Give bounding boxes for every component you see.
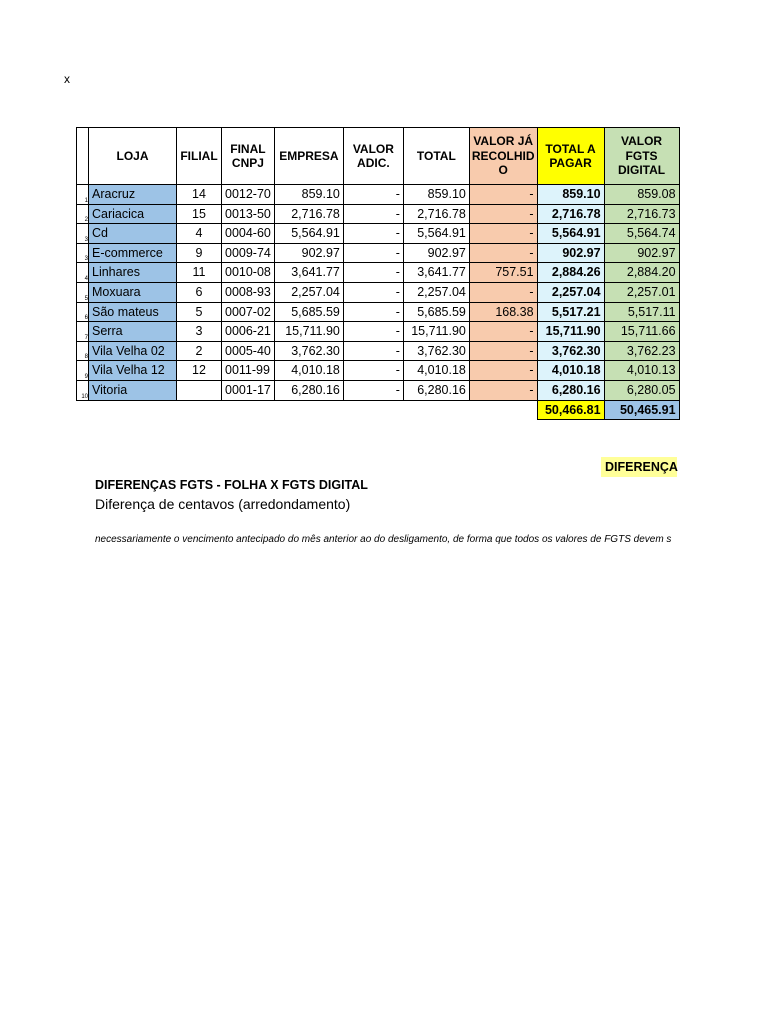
cell-filial[interactable]: 4 [177,224,222,244]
cell-empresa[interactable]: 15,711.90 [274,322,343,342]
header-valor-ja-recolhido: VALOR JÁ RECOLHID O [469,128,537,185]
header-loja: LOJA [89,128,177,185]
cell-total[interactable]: 15,711.90 [403,322,469,342]
cell-loja[interactable]: Serra [89,322,177,342]
table-row [77,204,680,224]
row-index: 5 [77,282,89,302]
cell-empresa[interactable]: 3,762.30 [274,341,343,361]
cell-empresa[interactable]: 3,641.77 [274,263,343,283]
table-row [77,322,680,342]
legal-note [95,529,678,557]
cell-valor-fgts-digital[interactable]: 859.08 [604,185,679,205]
cell-total-a-pagar[interactable]: 15,711.90 [537,322,604,342]
cell-final-cnpj[interactable]: 0013-50 [222,204,275,224]
cell-valor-adic[interactable]: - [343,302,403,322]
cell-valor-fgts-digital[interactable]: 2,716.73 [604,204,679,224]
cell-loja[interactable]: Cariacica [89,204,177,224]
header-valor-fgts-digital: VALOR FGTS DIGITAL [604,128,679,185]
cell-valor-adic[interactable]: - [343,204,403,224]
cell-valor-ja-recolhido[interactable]: - [469,322,537,342]
cell-loja[interactable]: São mateus [89,302,177,322]
cell-final-cnpj[interactable]: 0005-40 [222,341,275,361]
cell-total-a-pagar[interactable]: 3,762.30 [537,341,604,361]
cell-filial[interactable]: 15 [177,204,222,224]
cell-total[interactable]: 5,685.59 [403,302,469,322]
cell-valor-fgts-digital[interactable]: 5,517.11 [604,302,679,322]
cell-total[interactable]: 3,762.30 [403,341,469,361]
header-final-cnpj: FINAL CNPJ [222,128,275,185]
cell-total-a-pagar[interactable]: 5,517.21 [537,302,604,322]
section-subtitle: Diferença de centavos (arredondamento) [95,496,351,512]
cell-total-a-pagar[interactable]: 2,257.04 [537,282,604,302]
cell-valor-ja-recolhido[interactable]: 757.51 [469,263,537,283]
cell-loja[interactable]: E-commerce [89,243,177,263]
cell-filial[interactable]: 11 [177,263,222,283]
cell-loja[interactable]: Vitoria [89,380,177,400]
cell-valor-fgts-digital[interactable]: 2,884.20 [604,263,679,283]
cell-valor-adic[interactable]: - [343,243,403,263]
cell-total[interactable]: 902.97 [403,243,469,263]
cell-loja[interactable]: Vila Velha 12 [89,361,177,381]
table-row [77,302,680,322]
row-index: 8 [77,341,89,361]
cell-empresa[interactable]: 4,010.18 [274,361,343,381]
cell-valor-ja-recolhido[interactable]: - [469,224,537,244]
cell-total[interactable]: 3,641.77 [403,263,469,283]
fgts-table [76,127,680,420]
cell-total-a-pagar[interactable]: 4,010.18 [537,361,604,381]
cell-final-cnpj[interactable]: 0001-17 [222,380,275,400]
cell-loja[interactable]: Vila Velha 02 [89,341,177,361]
row-index: 2 [77,204,89,224]
cell-valor-ja-recolhido[interactable]: - [469,341,537,361]
cell-empresa[interactable]: 2,716.78 [274,204,343,224]
cell-valor-ja-recolhido[interactable]: - [469,361,537,381]
table-row [77,380,680,400]
cell-valor-adic[interactable]: - [343,224,403,244]
header-valor-adic: VALOR ADIC. [343,128,403,185]
cell-valor-fgts-digital[interactable]: 2,257.01 [604,282,679,302]
table-row [77,361,680,381]
cell-total[interactable]: 6,280.16 [403,380,469,400]
header-filial: FILIAL [177,128,222,185]
cell-valor-ja-recolhido[interactable]: - [469,282,537,302]
row-index: 3 [77,224,89,244]
cell-total[interactable]: 859.10 [403,185,469,205]
cell-valor-ja-recolhido[interactable]: - [469,204,537,224]
row-index: 1 [77,185,89,205]
totals-row [77,400,680,420]
cell-valor-adic[interactable]: - [343,322,403,342]
cell-valor-fgts-digital[interactable]: 5,564.74 [604,224,679,244]
cell-total-a-pagar[interactable]: 5,564.91 [537,224,604,244]
header-total: TOTAL [403,128,469,185]
cell-valor-adic[interactable]: - [343,185,403,205]
cell-empresa[interactable]: 5,685.59 [274,302,343,322]
row-index: 6 [77,302,89,322]
row-index: 3 [77,243,89,263]
table-row [77,185,680,205]
cell-final-cnpj[interactable]: 0007-02 [222,302,275,322]
row-index: 9 [77,361,89,381]
row-index: 7 [77,322,89,342]
cell-filial[interactable]: 12 [177,361,222,381]
row-index: 10 [77,380,89,400]
table-row [77,243,680,263]
row-index: 4 [77,263,89,283]
fgts-digital-sum[interactable]: 50,465.91 [604,400,679,420]
table-row [77,224,680,244]
table-row [77,341,680,361]
cell-loja[interactable]: Aracruz [89,185,177,205]
cell-loja[interactable]: Moxuara [89,282,177,302]
cell-valor-adic[interactable]: - [343,361,403,381]
section-title: DIFERENÇAS FGTS - FOLHA X FGTS DIGITAL [95,478,368,492]
cell-valor-fgts-digital[interactable]: 3,762.23 [604,341,679,361]
cell-total-a-pagar[interactable]: 2,884.26 [537,263,604,283]
cell-filial[interactable] [177,380,222,400]
cell-final-cnpj[interactable]: 0012-70 [222,185,275,205]
cell-filial[interactable]: 9 [177,243,222,263]
cell-filial[interactable]: 6 [177,282,222,302]
header-index [77,128,89,185]
cell-valor-adic[interactable]: - [343,263,403,283]
note-line: necessariamente o vencimento antecipado do mês anterior ao do desligamento, de forma que todos os valores de FGTS devem s [95,534,672,545]
cell-empresa[interactable]: 6,280.16 [274,380,343,400]
cell-valor-adic[interactable]: - [343,380,403,400]
diferenca-label[interactable]: DIFERENÇA [601,457,677,477]
cell-final-cnpj[interactable]: 0011-99 [222,361,275,381]
cell-final-cnpj[interactable]: 0010-08 [222,263,275,283]
cell-final-cnpj[interactable]: 0006-21 [222,322,275,342]
table-row [77,263,680,283]
cell-total[interactable]: 5,564.91 [403,224,469,244]
cell-valor-fgts-digital[interactable]: 15,711.66 [604,322,679,342]
cell-final-cnpj[interactable]: 0004-60 [222,224,275,244]
cell-loja[interactable]: Cd [89,224,177,244]
cell-valor-adic[interactable]: - [343,341,403,361]
cell-loja[interactable]: Linhares [89,263,177,283]
cell-final-cnpj[interactable]: 0008-93 [222,282,275,302]
corner-mark: x [64,72,70,86]
header-empresa: EMPRESA [274,128,343,185]
cell-final-cnpj[interactable]: 0009-74 [222,243,275,263]
cell-filial[interactable]: 3 [177,322,222,342]
cell-empresa[interactable]: 902.97 [274,243,343,263]
cell-valor-fgts-digital[interactable]: 4,010.13 [604,361,679,381]
cell-empresa[interactable]: 2,257.04 [274,282,343,302]
cell-valor-adic[interactable]: - [343,282,403,302]
table-row [77,282,680,302]
cell-filial[interactable]: 14 [177,185,222,205]
cell-total-a-pagar[interactable]: 6,280.16 [537,380,604,400]
cell-filial[interactable]: 5 [177,302,222,322]
cell-valor-fgts-digital[interactable]: 6,280.05 [604,380,679,400]
cell-total[interactable]: 4,010.18 [403,361,469,381]
cell-total-a-pagar[interactable]: 902.97 [537,243,604,263]
total-a-pagar-sum[interactable]: 50,466.81 [537,400,604,420]
cell-total[interactable]: 2,716.78 [403,204,469,224]
table-body [77,185,680,401]
cell-valor-ja-recolhido[interactable]: - [469,243,537,263]
cell-filial[interactable]: 2 [177,341,222,361]
cell-valor-fgts-digital[interactable]: 902.97 [604,243,679,263]
cell-valor-ja-recolhido[interactable]: - [469,185,537,205]
header-total-a-pagar: TOTAL A PAGAR [537,128,604,185]
cell-total-a-pagar[interactable]: 859.10 [537,185,604,205]
header-row [77,128,680,185]
cell-total[interactable]: 2,257.04 [403,282,469,302]
cell-valor-ja-recolhido[interactable]: 168.38 [469,302,537,322]
cell-valor-ja-recolhido[interactable]: - [469,380,537,400]
cell-empresa[interactable]: 5,564.91 [274,224,343,244]
cell-total-a-pagar[interactable]: 2,716.78 [537,204,604,224]
cell-empresa[interactable]: 859.10 [274,185,343,205]
